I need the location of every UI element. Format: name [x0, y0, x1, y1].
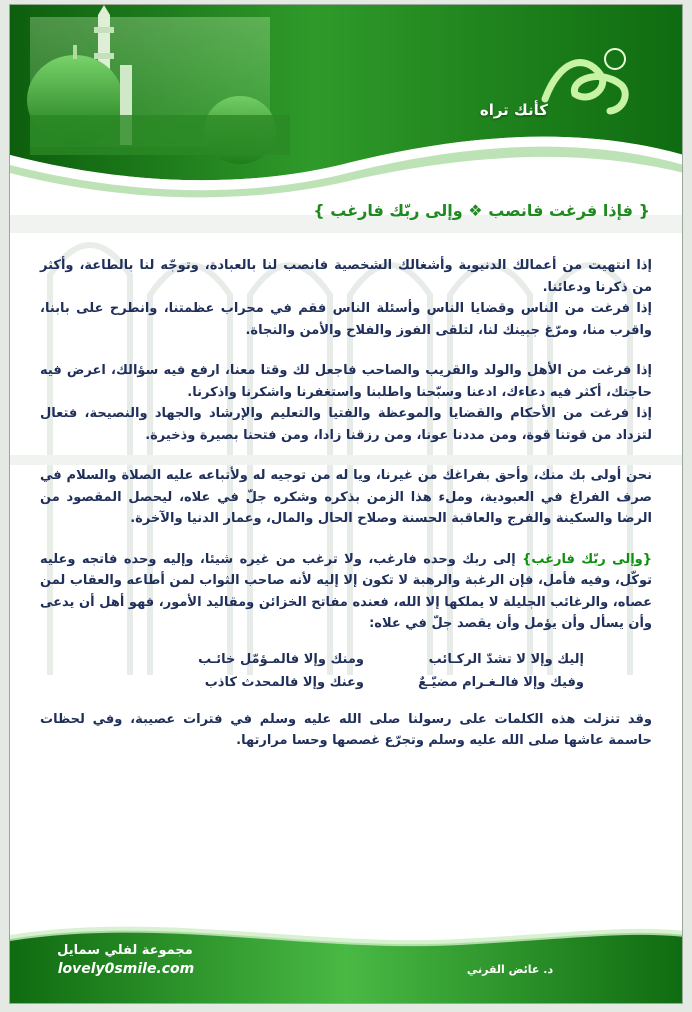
page-title	[313, 201, 650, 220]
poem	[40, 649, 652, 695]
poem-hemistich-first: وفيك وإلا فالـغـرام مضيّـعٌ	[418, 674, 584, 690]
paragraph-4	[40, 549, 652, 635]
poem-verse	[40, 649, 652, 672]
title-part-2: وإلى ربّك فارغب	[330, 201, 463, 220]
title-close-brace: }	[313, 201, 325, 220]
paragraph-1a: إذا انتهيت من أعمالك الدنيوية وأشغالك الشخصية فانصب لنا بالعبادة، وتوجّه لنا بالطاعة، وأكثر من ذكرنا ودعائنا.	[40, 258, 652, 295]
title-open-brace: {	[638, 201, 650, 220]
paragraph-2a: إذا فرغت من الأهل والولد والقريب والصاحب فاجعل لك وقتا معنا، ارفع فيه سؤالك، اعرض فيه حاجتك، أكثر فيه دعاءك، ادعنا وسبّحنا واطلبنا واستغفرنا واشكرنا واذكرنا.	[40, 363, 652, 400]
paragraph-2b: إذا فرغت من الأحكام والقضايا والموعظة والفتيا والتعليم والإرشاد والجهاد والنصيحة، فتعال لتزداد من قوتنا قوة، ومن مددنا عونا، ومن رزقنا زادا، ومن فتحنا بصيرة وذخيرة.	[40, 406, 652, 443]
paragraph-1b: إذا فرغت من الناس وقضايا الناس وأسئلة الناس فقم في محراب عظمتنا، وانطرح على بابنا، واقرب منا، ومرّغ جبينك لنا، لتلقى الفوز والفلاح والأمن والنجاة.	[40, 301, 652, 338]
diamond-separator-icon: ❖	[468, 201, 483, 220]
tagline: كأنك تراه	[479, 101, 548, 119]
article-body	[40, 255, 652, 752]
mosque-illustration	[27, 5, 290, 164]
paragraph-5: وقد تنزلت هذه الكلمات على رسولنا صلى الله عليه وسلم في فترات عصيبة، وفي لحظات حاسمة عاشها صلى الله عليه وسلم وتجرّع غصصها وحسا مرارتها.	[40, 711, 652, 748]
group-name: مجموعة لفلي سمايل	[57, 943, 193, 958]
paragraph-4-text: إلى ربك وحده فارغب، ولا ترغب من غيره شيئا، وإليه وحده فاتجه وعليه توكّل، وفيه فأمل، فإن الرغبة والرهبة لا تكون إلا إليه لأنه صاحب الثواب لمن أطاعه والعقاب لمن عصاه، والرغائب الجليلة لا يملكها إلا الله، فعنده مفاتح الخزائن ومقاليد الأمور، فهو أهل أن يدعى وأن يسأل وأن يؤمل وأن يقصد جلّ في علاه:	[40, 551, 652, 631]
title-part-1: فإذا فرغت فانصب	[488, 201, 634, 220]
poem-hemistich-second: ومنك وإلا فالمـؤمّل خائـب	[198, 651, 364, 667]
poem-verse	[40, 672, 652, 695]
author-name: د. عائض القرني	[466, 963, 554, 976]
quote-highlight: {وإلى ربّك فارغب}	[522, 551, 652, 567]
poem-hemistich-second: وعنك وإلا فالمحدث كاذب	[204, 674, 364, 690]
page-card	[9, 4, 683, 1004]
paragraph-3: نحن أولى بك منك، وأحق بفراغك من غيرنا، ويا له من توجيه له ولأتباعه عليه الصلاة والسلام في صرف الفراغ في العبودية، وملء هذا الزمن بذكره وشكره جلّ في علاه، ليحصل المقصود من الرضا والسكينة والفرج والعاقبة الحسنة وصلاح الحال والمال، وعمار الدنيا والآخرة.	[40, 468, 652, 526]
poem-hemistich-first: إليك وإلا لا تشدّ الركـائب	[428, 651, 584, 667]
group-url-link[interactable]: lovely0smile.com	[57, 961, 195, 977]
